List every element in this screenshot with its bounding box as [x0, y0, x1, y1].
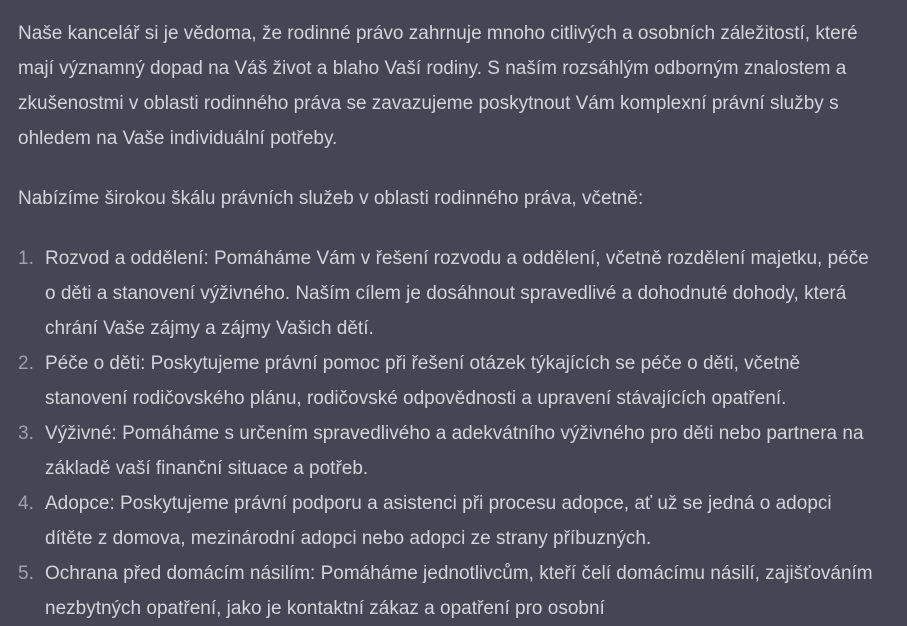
list-item-text: Výživné: Pomáháme s určením spravedlivého a adekvátního výživného pro děti nebo partnera na základě vaší finanční situace a potřeb.: [45, 423, 864, 479]
list-item-number: 4.: [18, 493, 34, 514]
list-item: [18, 241, 878, 346]
list-item-number: 5.: [18, 563, 34, 584]
list-item-number: 1.: [18, 248, 34, 269]
list-item: [18, 346, 878, 416]
list-item-number: 3.: [18, 423, 34, 444]
list-item: [18, 556, 878, 626]
services-list: [18, 241, 878, 626]
list-item-text: Rozvod a oddělení: Pomáháme Vám v řešení rozvodu a oddělení, včetně rozdělení majetku, péče o děti a stanovení výživného. Naším cílem je dosáhnout spravedlivé a dohodnuté dohody, která chrání Vaše zájmy a zájmy Vašich dětí.: [45, 248, 869, 339]
list-item-number: 2.: [18, 353, 34, 374]
list-item: [18, 416, 878, 486]
list-item-text: Ochrana před domácím násilím: Pomáháme jednotlivcům, kteří čelí domácímu násilí, zajišťováním nezbytných opatření, jako je kontaktní zákaz a opatření pro osobní: [45, 563, 873, 619]
list-item: [18, 486, 878, 556]
intro-paragraph: Naše kancelář si je vědoma, že rodinné právo zahrnuje mnoho citlivých a osobních záležitostí, které mají významný dopad na Váš život a blaho Vaší rodiny. S naším rozsáhlým odborným znalostem a zkušenostmi v oblasti rodinného práva se zavazujeme poskytnout Vám komplexní právní služby s ohledem na Vaše individuální potřeby.: [18, 23, 858, 149]
assistant-message: [18, 16, 878, 626]
list-item-text: Adopce: Poskytujeme právní podporu a asistenci při procesu adopce, ať už se jedná o adopci dítěte z domova, mezinárodní adopci nebo adopci ze strany příbuzných.: [45, 493, 832, 549]
list-item-text: Péče o děti: Poskytujeme právní pomoc při řešení otázek týkajících se péče o děti, včetně stanovení rodičovského plánu, rodičovské odpovědnosti a upravení stávajících opatření.: [45, 353, 801, 409]
services-lead-paragraph: Nabízíme širokou škálu právních služeb v oblasti rodinného práva, včetně:: [18, 188, 644, 209]
